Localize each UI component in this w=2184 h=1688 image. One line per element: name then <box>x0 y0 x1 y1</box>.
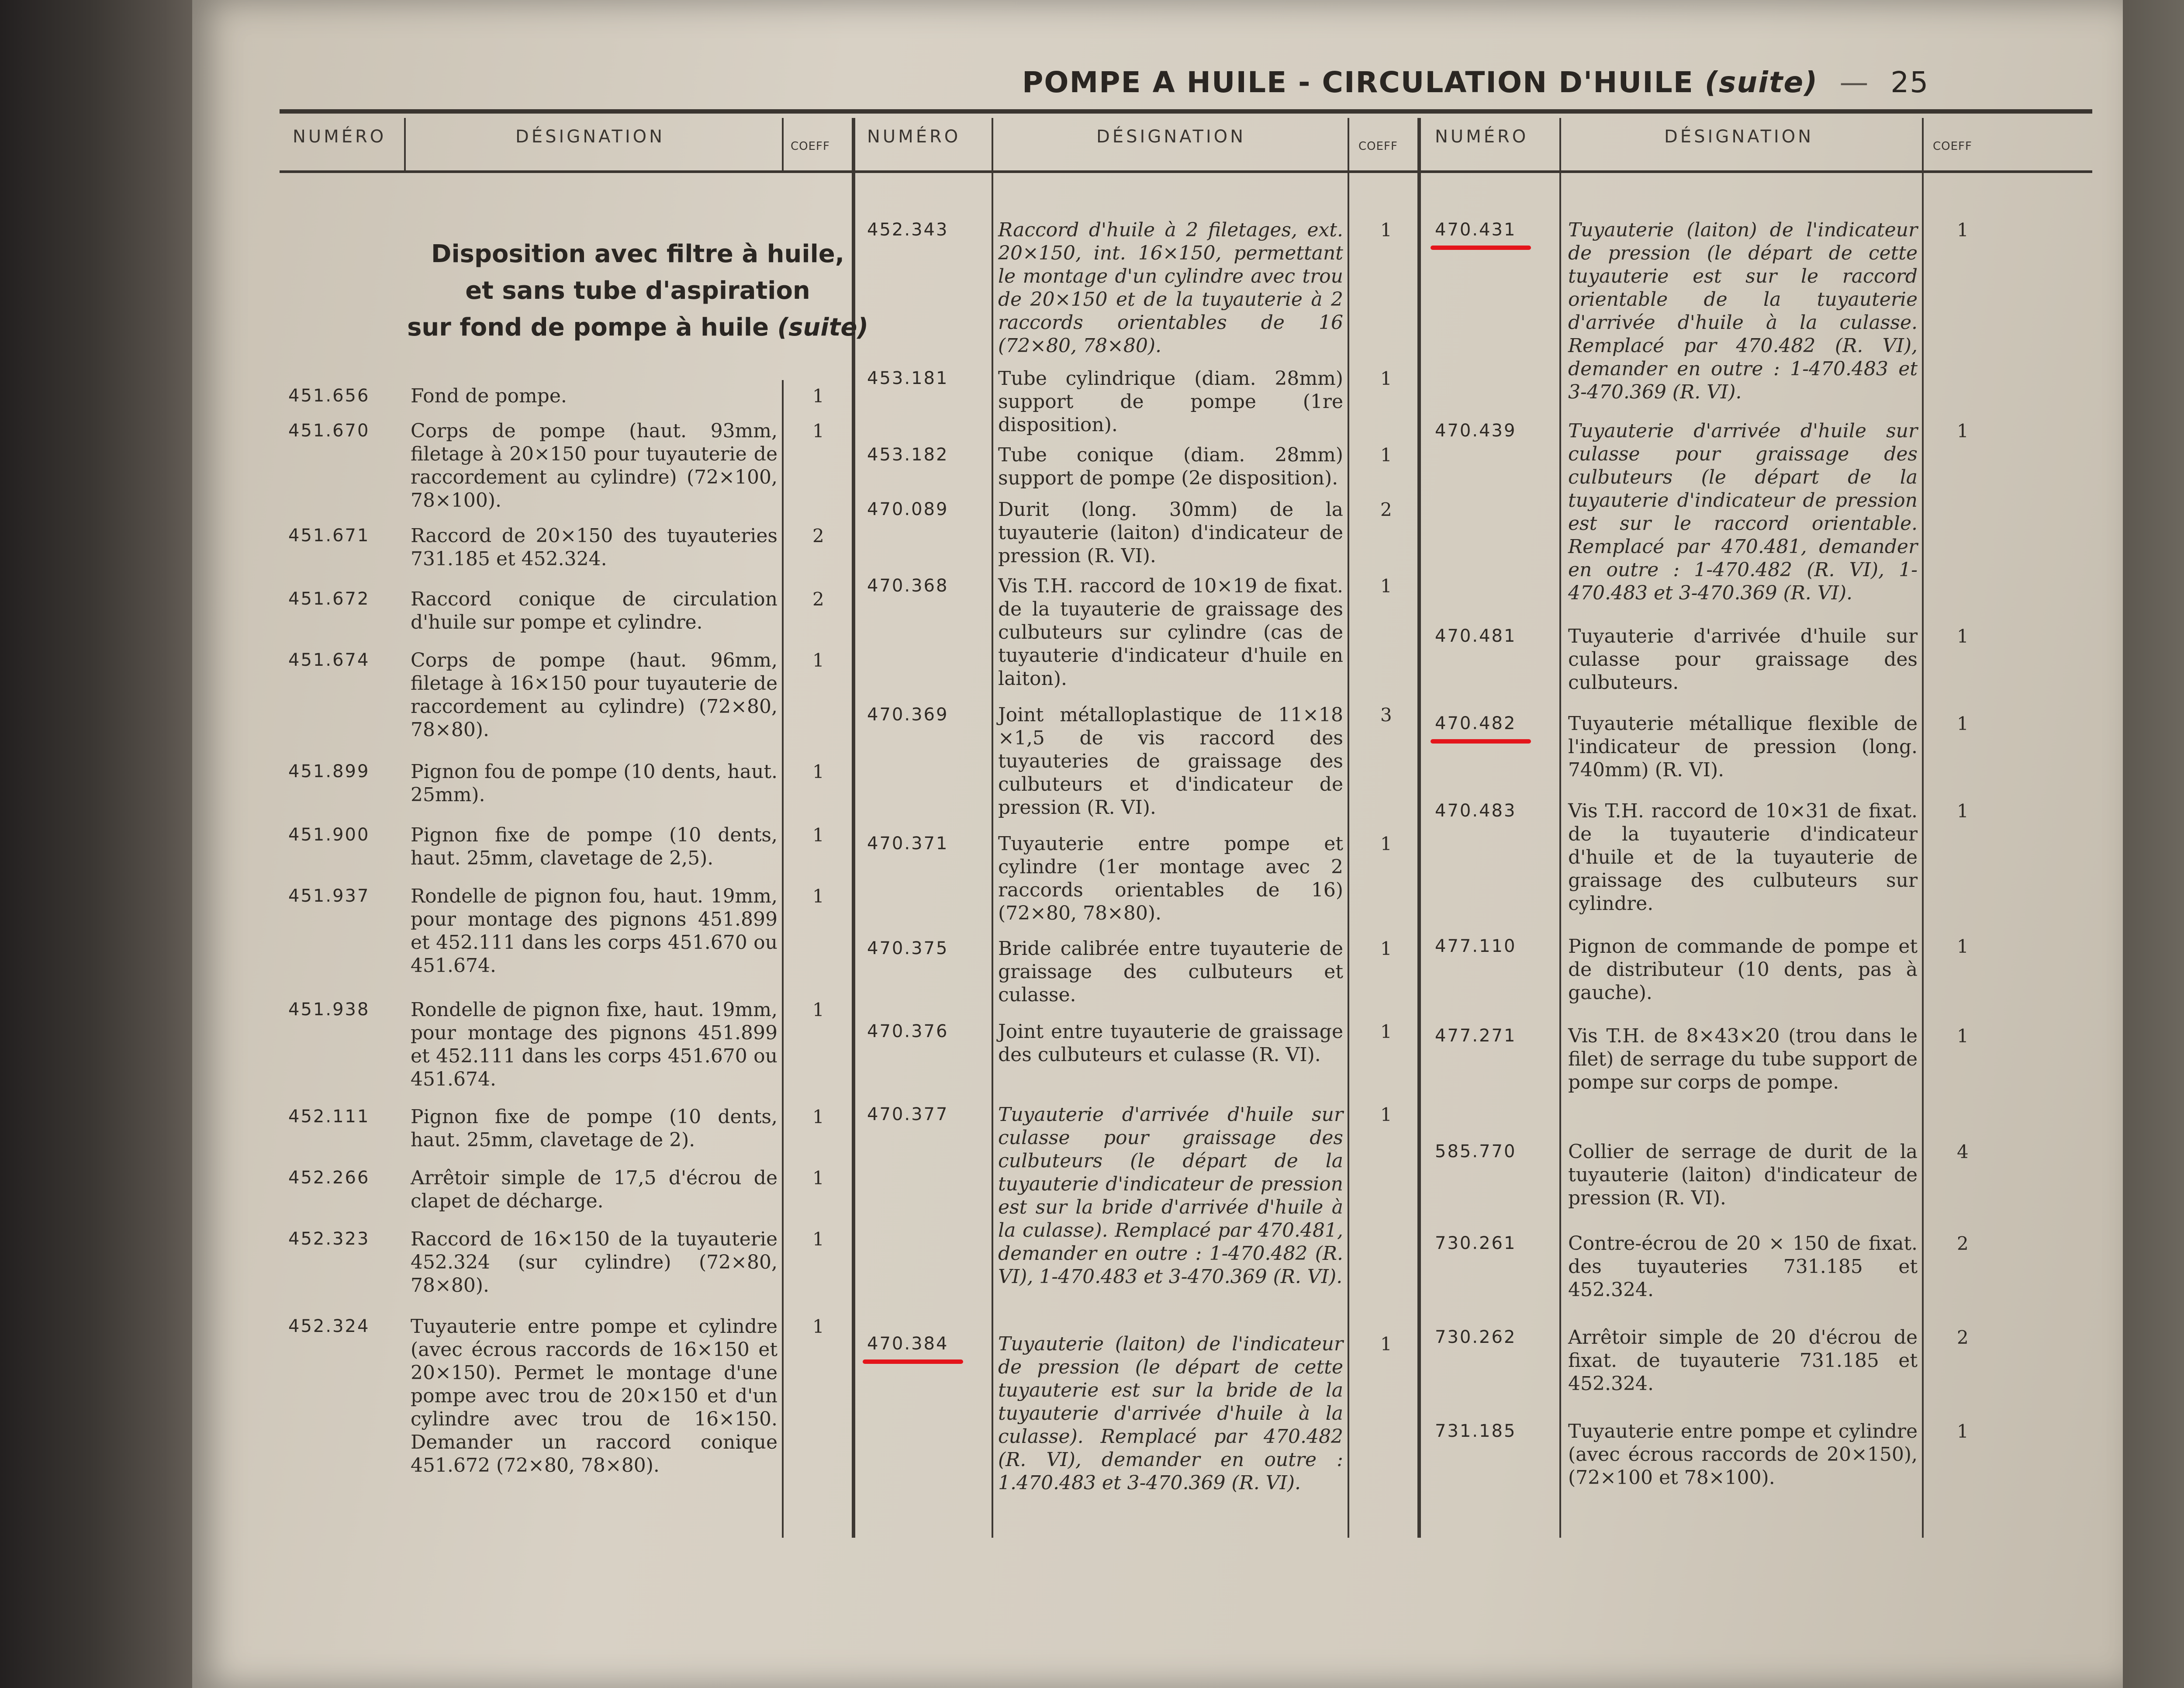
part-coeff: 1 <box>812 385 824 407</box>
col3-coeff-divider <box>1922 118 1924 1538</box>
col1-header-designation: DÉSIGNATION <box>515 127 665 147</box>
part-number: 470.377 <box>867 1104 949 1124</box>
part-coeff: 1 <box>1957 936 1969 957</box>
part-number: 470.483 <box>1435 801 1517 821</box>
part-designation: Corps de pompe (haut. 93mm, filetage à 20×150 pour tuyauterie de raccordement au cylindre) (72×100, 78×100). <box>411 420 778 512</box>
col1-coeff-header-divider <box>782 118 784 170</box>
part-designation: Vis T.H. raccord de 10×19 de fixat. de la tuyauterie de graissage des culbuteurs sur cylindre (cas de tuyauterie d'indicateur d'huile en laiton). <box>998 575 1343 690</box>
red-underline-mark <box>863 1359 963 1364</box>
part-number: 470.375 <box>867 938 949 958</box>
part-number: 451.670 <box>288 421 370 441</box>
part-coeff: 1 <box>812 999 824 1020</box>
part-number: 477.271 <box>1435 1026 1517 1046</box>
part-designation: Vis T.H. de 8×43×20 (trou dans le filet) de serrage du tube support de pompe sur corps de pompe. <box>1568 1025 1918 1093</box>
part-coeff: 2 <box>812 525 824 547</box>
part-number: 451.674 <box>288 650 370 670</box>
part-coeff: 1 <box>812 650 824 671</box>
red-underline-mark <box>1431 246 1531 250</box>
part-number: 451.671 <box>288 526 370 546</box>
part-designation: Tuyauterie métallique flexible de l'indicateur de pression (long. 740mm) (R. VI). <box>1568 713 1918 781</box>
col3-numero-divider <box>1559 118 1561 1538</box>
red-underline-mark <box>1431 739 1531 744</box>
col2-coeff-divider <box>1348 118 1349 1538</box>
part-number: 452.324 <box>288 1316 370 1336</box>
part-designation: Joint métalloplastique de 11×18 ×1,5 de vis raccord des tuyauteries de graissage des culbuteurs et d'indicateur de pression (R. VI). <box>998 704 1343 819</box>
part-number: 452.266 <box>288 1168 370 1188</box>
section-title-suite: (suite) <box>777 313 868 342</box>
part-coeff: 1 <box>1380 368 1392 389</box>
running-head <box>1022 66 2114 99</box>
part-designation: Tuyauterie (laiton) de l'indicateur de pression (le départ de cette tuyauterie est sur le raccord orientable de la tuyauterie d'arrivée d'huile à la culasse. Remplacé par 470.482 (R. VI), demander en outre : 1-470.483 et 3-470.369 (R. VI). <box>1568 219 1918 403</box>
running-head-suite: (suite) <box>1704 66 1818 99</box>
part-number: 451.672 <box>288 589 370 609</box>
col2-numero-divider <box>992 118 993 1538</box>
part-coeff: 1 <box>1957 713 1969 734</box>
part-coeff: 1 <box>812 1106 824 1128</box>
part-designation: Pignon fou de pompe (10 dents, haut. 25mm). <box>411 761 778 806</box>
part-number: 470.376 <box>867 1021 949 1041</box>
part-number: 470.369 <box>867 705 949 725</box>
part-number: 451.937 <box>288 886 370 906</box>
section-title-line3: sur fond de pompe à huile <box>407 313 769 342</box>
part-number: 451.899 <box>288 761 370 782</box>
col1-coeff-divider <box>782 380 784 1538</box>
part-designation: Arrêtoir simple de 17,5 d'écrou de clapet de décharge. <box>411 1167 778 1212</box>
part-coeff: 2 <box>1957 1327 1969 1348</box>
part-designation: Tuyauterie entre pompe et cylindre (avec écrous raccords de 20×150), (72×100 et 78×100). <box>1568 1420 1918 1489</box>
part-designation: Vis T.H. raccord de 10×31 de fixat. de la tuyauterie d'indicateur d'huile et de la tuyauterie de graissage des culbuteurs sur cylindre. <box>1568 800 1918 915</box>
part-number: 470.482 <box>1435 713 1517 733</box>
part-number: 470.431 <box>1435 220 1517 240</box>
part-designation: Pignon fixe de pompe (10 dents, haut. 25mm, clavetage de 2,5). <box>411 824 778 869</box>
part-coeff: 1 <box>812 1316 824 1337</box>
part-number: 470.439 <box>1435 421 1517 441</box>
col2-header-coeff: COEFF <box>1358 140 1398 153</box>
part-designation: Collier de serrage de durit de la tuyauterie (laiton) d'indicateur de pression (R. VI). <box>1568 1141 1918 1209</box>
part-number: 453.181 <box>867 368 949 388</box>
part-number: 470.384 <box>867 1334 949 1354</box>
part-coeff: 2 <box>1380 499 1392 520</box>
part-number: 470.089 <box>867 499 949 519</box>
part-designation: Tuyauterie entre pompe et cylindre (avec écrous raccords de 16×150 et 20×150). Permet le montage d'une pompe avec trou de 20×150 et d'un cylindre avec trou de 16×150. Demander un raccord conique 451.672 (72×80, 78×80). <box>411 1315 778 1477</box>
part-designation: Tuyauterie d'arrivée d'huile sur culasse pour graissage des culbuteurs (le départ de la tuyauterie d'indicateur de pression est sur le raccord orientable. Remplacé par 470.481, demander en outre : 1-470.482 (R. VI), 1-470.483 et 3-470.369 (R. VI). <box>1568 420 1918 604</box>
part-coeff: 1 <box>1957 1421 1969 1442</box>
part-number: 730.262 <box>1435 1327 1517 1347</box>
part-number: 452.343 <box>867 220 949 240</box>
part-designation: Tuyauterie d'arrivée d'huile sur culasse pour graissage des culbuteurs (le départ de la tuyauterie d'indicateur de pression est sur la bride d'arrivée d'huile à la culasse). Remplacé par 470.481, demander en outre : 1-470.482 (R. VI), 1-470.483 et 3-470.369 (R. VI). <box>998 1103 1343 1288</box>
part-number: 452.111 <box>288 1107 370 1127</box>
header-rule-bottom <box>280 170 2092 173</box>
part-coeff: 1 <box>1380 1104 1392 1125</box>
catalog-page <box>192 0 2123 1688</box>
part-coeff: 1 <box>812 824 824 846</box>
part-coeff: 3 <box>1380 704 1392 726</box>
part-coeff: 1 <box>1957 626 1969 647</box>
col3-header-numero: NUMÉRO <box>1435 127 1529 147</box>
part-coeff: 1 <box>1380 575 1392 597</box>
part-coeff: 1 <box>1380 938 1392 959</box>
part-designation: Tube conique (diam. 28mm) support de pompe (2e disposition). <box>998 444 1343 489</box>
part-coeff: 1 <box>1380 219 1392 241</box>
part-designation: Joint entre tuyauterie de graissage des culbuteurs et culasse (R. VI). <box>998 1020 1343 1066</box>
part-designation: Tuyauterie (laiton) de l'indicateur de pression (le départ de cette tuyauterie est sur la bride de la tuyauterie d'arrivée d'huile à la culasse). Remplacé par 470.482 (R. VI), demander en outre : 1.470.483 et 3-470.369 (R. VI). <box>998 1333 1343 1494</box>
part-coeff: 1 <box>1957 1025 1969 1047</box>
part-number: 453.182 <box>867 445 949 465</box>
part-number: 731.185 <box>1435 1421 1517 1441</box>
part-number: 451.656 <box>288 386 370 406</box>
col3-header-designation: DÉSIGNATION <box>1664 127 1814 147</box>
part-coeff: 1 <box>812 886 824 907</box>
part-number: 470.481 <box>1435 626 1517 646</box>
header-rule-top <box>280 109 2092 114</box>
part-coeff: 1 <box>812 1167 824 1189</box>
part-designation: Tuyauterie d'arrivée d'huile sur culasse pour graissage des culbuteurs. <box>1568 625 1918 694</box>
part-designation: Durit (long. 30mm) de la tuyauterie (laiton) d'indicateur de pression (R. VI). <box>998 498 1343 567</box>
running-head-title: POMPE A HUILE - CIRCULATION D'HUILE <box>1022 66 1694 99</box>
col1-header-numero: NUMÉRO <box>293 127 387 147</box>
part-designation: Contre-écrou de 20 × 150 de fixat. des tuyauteries 731.185 et 452.324. <box>1568 1232 1918 1301</box>
part-designation: Tube cylindrique (diam. 28mm) support de pompe (1re disposition). <box>998 367 1343 436</box>
part-designation: Pignon fixe de pompe (10 dents, haut. 25mm, clavetage de 2). <box>411 1106 778 1151</box>
part-designation: Bride calibrée entre tuyauterie de graissage des culbuteurs et culasse. <box>998 937 1343 1006</box>
part-designation: Raccord d'huile à 2 filetages, ext. 20×150, int. 16×150, permettant le montage d'un cylindre avec trou de 20×150 et de la tuyauterie à 2 raccords orientables de 16 (72×80, 78×80). <box>998 219 1343 357</box>
part-number: 451.900 <box>288 825 370 845</box>
column-divider-2 <box>1417 118 1421 1538</box>
part-number: 470.371 <box>867 834 949 854</box>
part-coeff: 1 <box>1957 800 1969 822</box>
part-coeff: 1 <box>1380 1021 1392 1042</box>
part-designation: Pignon de commande de pompe et de distributeur (10 dents, pas à gauche). <box>1568 935 1918 1004</box>
part-coeff: 1 <box>1380 444 1392 466</box>
part-designation: Fond de pompe. <box>411 385 567 407</box>
col2-header-designation: DÉSIGNATION <box>1096 127 1246 147</box>
part-number: 730.261 <box>1435 1233 1517 1253</box>
part-coeff: 1 <box>1957 219 1969 241</box>
part-number: 477.110 <box>1435 936 1517 956</box>
part-coeff: 2 <box>1957 1233 1969 1254</box>
part-designation: Raccord de 16×150 de la tuyauterie 452.324 (sur cylindre) (72×80, 78×80). <box>411 1228 778 1297</box>
part-coeff: 4 <box>1957 1141 1969 1162</box>
part-number: 451.938 <box>288 1000 370 1020</box>
col3-header-coeff: COEFF <box>1933 140 1972 153</box>
page-number: 25 <box>1890 66 1929 99</box>
part-coeff: 1 <box>812 420 824 442</box>
part-coeff: 1 <box>1957 420 1969 442</box>
part-coeff: 1 <box>812 761 824 782</box>
section-title <box>288 236 987 346</box>
part-number: 585.770 <box>1435 1141 1517 1162</box>
col2-header-numero: NUMÉRO <box>867 127 961 147</box>
part-designation: Rondelle de pignon fixe, haut. 19mm, pour montage des pignons 451.899 et 452.111 dans les corps 451.670 ou 451.674. <box>411 999 778 1090</box>
running-head-dash: — <box>1839 66 1870 99</box>
part-coeff: 1 <box>812 1228 824 1250</box>
book-binding <box>0 0 205 1688</box>
part-coeff: 2 <box>812 588 824 610</box>
part-designation: Arrêtoir simple de 20 d'écrou de fixat. de tuyauterie 731.185 et 452.324. <box>1568 1326 1918 1395</box>
part-number: 470.368 <box>867 576 949 596</box>
col1-header-coeff: COEFF <box>791 140 830 153</box>
part-number: 452.323 <box>288 1229 370 1249</box>
part-coeff: 1 <box>1380 1333 1392 1355</box>
part-designation: Rondelle de pignon fou, haut. 19mm, pour montage des pignons 451.899 et 452.111 dans les corps 451.670 ou 451.674. <box>411 885 778 977</box>
section-title-line1: Disposition avec filtre à huile, <box>431 240 845 268</box>
part-designation: Raccord de 20×150 des tuyauteries 731.185 et 452.324. <box>411 525 778 570</box>
part-coeff: 1 <box>1380 833 1392 854</box>
section-title-line2: et sans tube d'aspiration <box>465 277 810 305</box>
part-designation: Raccord conique de circulation d'huile sur pompe et cylindre. <box>411 588 778 633</box>
col1-header-divider <box>404 118 406 170</box>
part-designation: Tuyauterie entre pompe et cylindre (1er montage avec 2 raccords orientables de 16) (72×80, 78×80). <box>998 833 1343 924</box>
part-designation: Corps de pompe (haut. 96mm, filetage à 16×150 pour tuyauterie de raccordement au cylindre) (72×80, 78×80). <box>411 649 778 741</box>
